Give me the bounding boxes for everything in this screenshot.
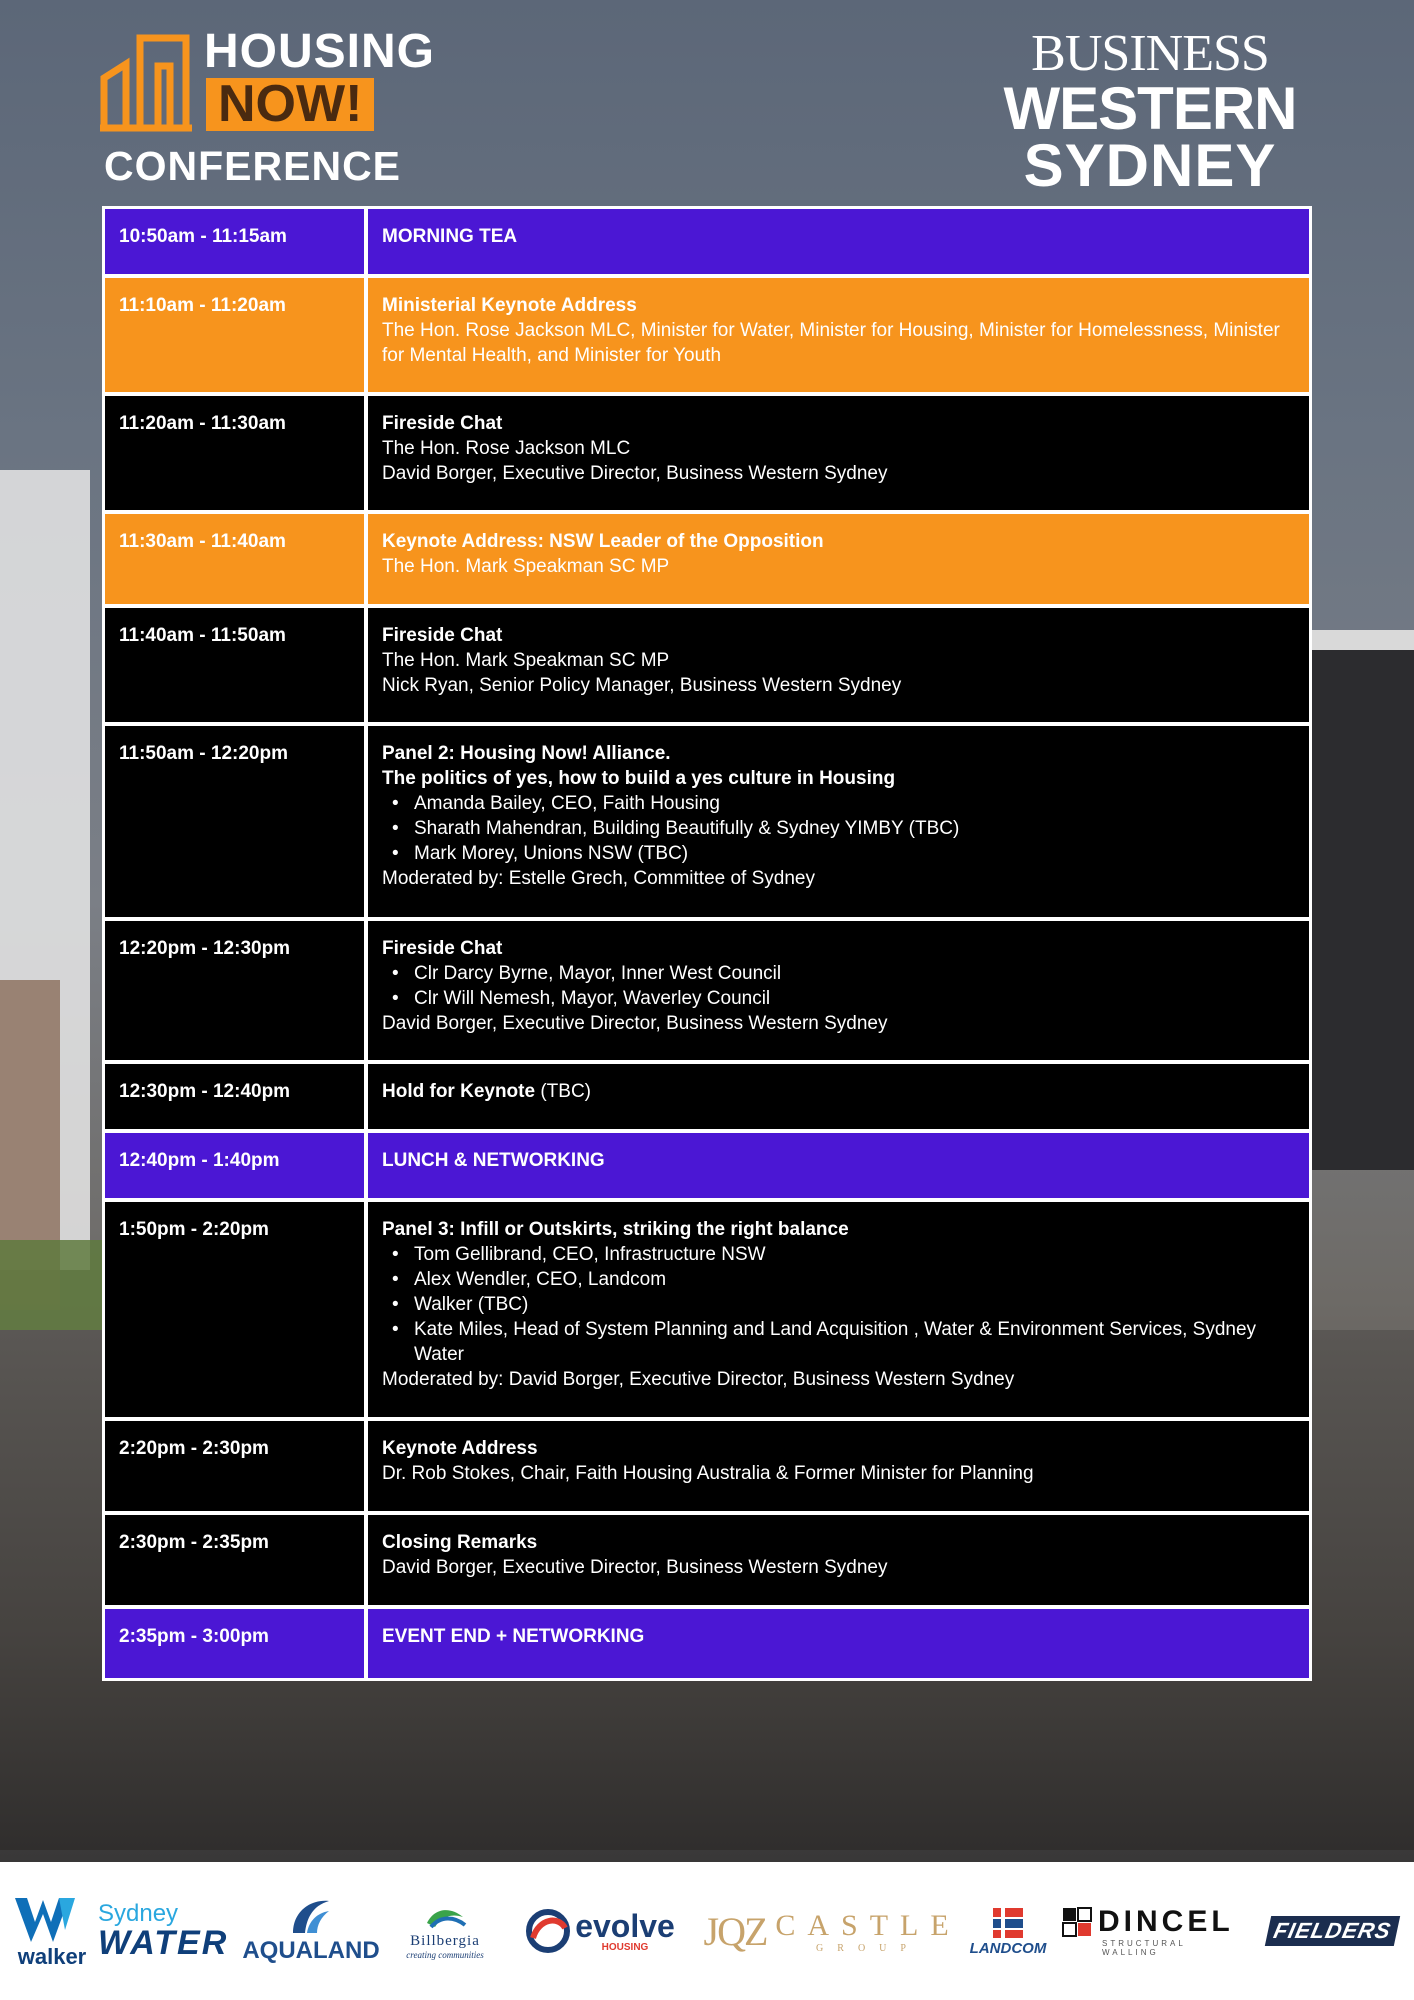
walker-text: walker bbox=[17, 1944, 87, 1969]
schedule-row bbox=[105, 1609, 1309, 1678]
session-time: 2:30pm - 2:35pm bbox=[105, 1515, 368, 1605]
schedule-row bbox=[105, 726, 1309, 921]
session-details bbox=[368, 209, 1309, 274]
session-title-line bbox=[382, 1217, 1295, 1242]
session-title-line bbox=[382, 741, 1295, 766]
speaker-list bbox=[382, 961, 1295, 1011]
logo-conference-text: CONFERENCE bbox=[104, 143, 402, 189]
evolve-housing-logo bbox=[520, 1862, 680, 2000]
schedule-row bbox=[105, 1064, 1309, 1133]
speaker-list-item: • Alex Wendler, CEO, Landcom bbox=[382, 1267, 1295, 1292]
speaker-list-item: • Kate Miles, Head of System Planning and Land Acquisition , Water & Environment Services, Sydney Water bbox=[382, 1317, 1295, 1367]
session-speaker: The Hon. Mark Speakman SC MP bbox=[382, 650, 670, 671]
speaker-list-item: • Clr Darcy Byrne, Mayor, Inner West Council bbox=[382, 961, 1295, 986]
session-time: 12:40pm - 1:40pm bbox=[105, 1133, 368, 1198]
housing-now-conference-logo bbox=[100, 25, 440, 189]
session-details bbox=[368, 1609, 1309, 1678]
evolve-text: evolve bbox=[575, 1907, 675, 1944]
session-title: Fireside Chat bbox=[382, 413, 503, 434]
speaker-list bbox=[382, 791, 1295, 866]
session-details bbox=[368, 1133, 1309, 1198]
logo-business-text: BUSINESS bbox=[1031, 25, 1269, 82]
joz-logo bbox=[694, 1862, 776, 2000]
billbergia-logo bbox=[390, 1862, 500, 2000]
castle-text: CASTLE bbox=[775, 1908, 961, 1942]
session-speaker: David Borger, Executive Director, Business Western Sydney bbox=[382, 463, 888, 484]
session-speaker: David Borger, Executive Director, Business Western Sydney bbox=[382, 1557, 888, 1578]
session-details bbox=[368, 1515, 1309, 1605]
session-title-line bbox=[382, 936, 1295, 961]
schedule-row bbox=[105, 1133, 1309, 1202]
background-hedge bbox=[0, 1240, 110, 1330]
session-details bbox=[368, 1202, 1309, 1417]
walker-logo bbox=[10, 1862, 94, 2000]
session-moderator: David Borger, Executive Director, Business Western Sydney bbox=[382, 1013, 888, 1034]
session-details bbox=[368, 1064, 1309, 1129]
dincel-sub-text: STRUCTURAL WALLING bbox=[1102, 1939, 1186, 1957]
landcom-logo bbox=[962, 1862, 1054, 2000]
session-title: Panel 2: Housing Now! Alliance. bbox=[382, 743, 671, 764]
session-title: Ministerial Keynote Address bbox=[382, 295, 637, 316]
session-title: Fireside Chat bbox=[382, 625, 503, 646]
session-speaker: The Hon. Rose Jackson MLC bbox=[382, 438, 631, 459]
session-time: 12:30pm - 12:40pm bbox=[105, 1064, 368, 1129]
session-title-line bbox=[382, 224, 1295, 249]
castle-group-logo bbox=[775, 1862, 961, 2000]
dincel-square-icon bbox=[1062, 1907, 1092, 1937]
logo-housing-text: HOUSING bbox=[204, 25, 436, 78]
session-title: Hold for Keynote bbox=[382, 1081, 536, 1102]
landcom-text: LANDCOM bbox=[969, 1939, 1047, 1957]
aqualand-text: AQUALAND bbox=[242, 1937, 380, 1964]
session-title: Closing Remarks bbox=[382, 1532, 538, 1553]
session-title: Keynote Address bbox=[382, 1438, 538, 1459]
evolve-sub-text: HOUSING bbox=[601, 1941, 649, 1953]
session-time: 2:20pm - 2:30pm bbox=[105, 1421, 368, 1511]
session-moderator: Moderated by: Estelle Grech, Committee of Sydney bbox=[382, 868, 815, 889]
session-time: 11:20am - 11:30am bbox=[105, 396, 368, 510]
schedule-row bbox=[105, 1515, 1309, 1609]
session-speaker: Dr. Rob Stokes, Chair, Faith Housing Australia & Former Minister for Planning bbox=[382, 1463, 1034, 1484]
billbergia-text: Billbergia bbox=[410, 1932, 480, 1949]
session-time: 10:50am - 11:15am bbox=[105, 209, 368, 274]
session-time: 11:30am - 11:40am bbox=[105, 514, 368, 604]
session-speaker: The Hon. Rose Jackson MLC, Minister for Water, Minister for Housing, Minister for Homelessness, Minister for Mental Health, and Minister for Youth bbox=[382, 320, 1280, 366]
session-title-line bbox=[382, 1624, 1295, 1649]
landcom-flag-icon bbox=[989, 1906, 1027, 1940]
speaker-list-item: • Sharath Mahendran, Building Beautifully & Sydney YIMBY (TBC) bbox=[382, 816, 1295, 841]
sydney-water-top-text: Sydney bbox=[98, 1900, 179, 1927]
session-speaker: The Hon. Mark Speakman SC MP bbox=[382, 556, 670, 577]
session-title-line bbox=[382, 529, 1295, 554]
buildings-icon bbox=[100, 32, 192, 132]
session-subtitle: The politics of yes, how to build a yes culture in Housing bbox=[382, 768, 896, 789]
session-title-line bbox=[382, 1079, 1295, 1104]
session-moderator: Moderated by: David Borger, Executive Director, Business Western Sydney bbox=[382, 1369, 1015, 1390]
sydney-water-logo bbox=[98, 1862, 242, 2000]
logo-western-text: WESTERN bbox=[1003, 75, 1297, 142]
dincel-text: DINCEL bbox=[1098, 1905, 1234, 1938]
castle-sub-text: GROUP bbox=[816, 1942, 920, 1954]
schedule-row bbox=[105, 514, 1309, 608]
session-details bbox=[368, 1421, 1309, 1511]
session-details bbox=[368, 726, 1309, 917]
fielders-text: FIELDERS bbox=[1271, 1918, 1394, 1943]
background-house-dark bbox=[1304, 650, 1414, 1170]
session-title: MORNING TEA bbox=[382, 226, 518, 247]
speaker-list-item: • Walker (TBC) bbox=[382, 1292, 1295, 1317]
session-time: 11:40am - 11:50am bbox=[105, 608, 368, 722]
logo-now-text: NOW! bbox=[206, 78, 374, 131]
aqualand-logo bbox=[242, 1862, 380, 2000]
speaker-list-item: • Mark Morey, Unions NSW (TBC) bbox=[382, 841, 1295, 866]
business-western-sydney-logo bbox=[985, 25, 1315, 199]
speaker-list-item: • Tom Gellibrand, CEO, Infrastructure NSW bbox=[382, 1242, 1295, 1267]
session-title-line bbox=[382, 1436, 1295, 1461]
billbergia-tagline: creating communities bbox=[406, 1949, 484, 1960]
session-details bbox=[368, 278, 1309, 392]
session-title: EVENT END + NETWORKING bbox=[382, 1626, 645, 1647]
session-title: LUNCH & NETWORKING bbox=[382, 1150, 605, 1171]
sponsor-footer bbox=[0, 1862, 1414, 2000]
session-time: 2:35pm - 3:00pm bbox=[105, 1609, 368, 1678]
fielders-logo bbox=[1262, 1862, 1402, 2000]
session-title-line bbox=[382, 1530, 1295, 1555]
session-title: Keynote Address: NSW Leader of the Opposition bbox=[382, 531, 824, 552]
schedule-row bbox=[105, 278, 1309, 396]
session-title-line bbox=[382, 293, 1295, 318]
schedule-row bbox=[105, 1421, 1309, 1515]
speaker-list-item: • Clr Will Nemesh, Mayor, Waverley Council bbox=[382, 986, 1295, 1011]
schedule-row bbox=[105, 1202, 1309, 1421]
session-title-line bbox=[382, 1148, 1295, 1173]
session-time: 1:50pm - 2:20pm bbox=[105, 1202, 368, 1417]
session-time: 12:20pm - 12:30pm bbox=[105, 921, 368, 1060]
session-title-line bbox=[382, 623, 1295, 648]
session-title: Panel 3: Infill or Outskirts, striking the right balance bbox=[382, 1219, 849, 1240]
session-title-line bbox=[382, 411, 1295, 436]
schedule-table bbox=[102, 206, 1312, 1681]
evolve-swirl-icon bbox=[525, 1908, 571, 1954]
billbergia-leaf-icon bbox=[421, 1903, 469, 1933]
session-details bbox=[368, 921, 1309, 1060]
sydney-water-bottom-text: WATER bbox=[98, 1924, 229, 1962]
schedule-row bbox=[105, 921, 1309, 1064]
session-time: 11:50am - 12:20pm bbox=[105, 726, 368, 917]
session-speaker: Nick Ryan, Senior Policy Manager, Business Western Sydney bbox=[382, 675, 902, 696]
session-details bbox=[368, 396, 1309, 510]
session-time: 11:10am - 11:20am bbox=[105, 278, 368, 392]
walker-w-icon bbox=[13, 1892, 91, 1948]
session-details bbox=[368, 514, 1309, 604]
schedule-row bbox=[105, 209, 1309, 278]
schedule-row bbox=[105, 608, 1309, 726]
logo-sydney-text: SYDNEY bbox=[1023, 132, 1277, 199]
speaker-list-item: • Amanda Bailey, CEO, Faith Housing bbox=[382, 791, 1295, 816]
session-title: Fireside Chat bbox=[382, 938, 503, 959]
aqualand-wave-icon bbox=[289, 1897, 333, 1937]
dincel-logo bbox=[1062, 1862, 1244, 2000]
schedule-row bbox=[105, 396, 1309, 514]
speaker-list bbox=[382, 1242, 1295, 1367]
session-title-suffix: (TBC) bbox=[535, 1081, 591, 1102]
session-details bbox=[368, 608, 1309, 722]
joz-text: JQZ bbox=[703, 1908, 767, 1954]
